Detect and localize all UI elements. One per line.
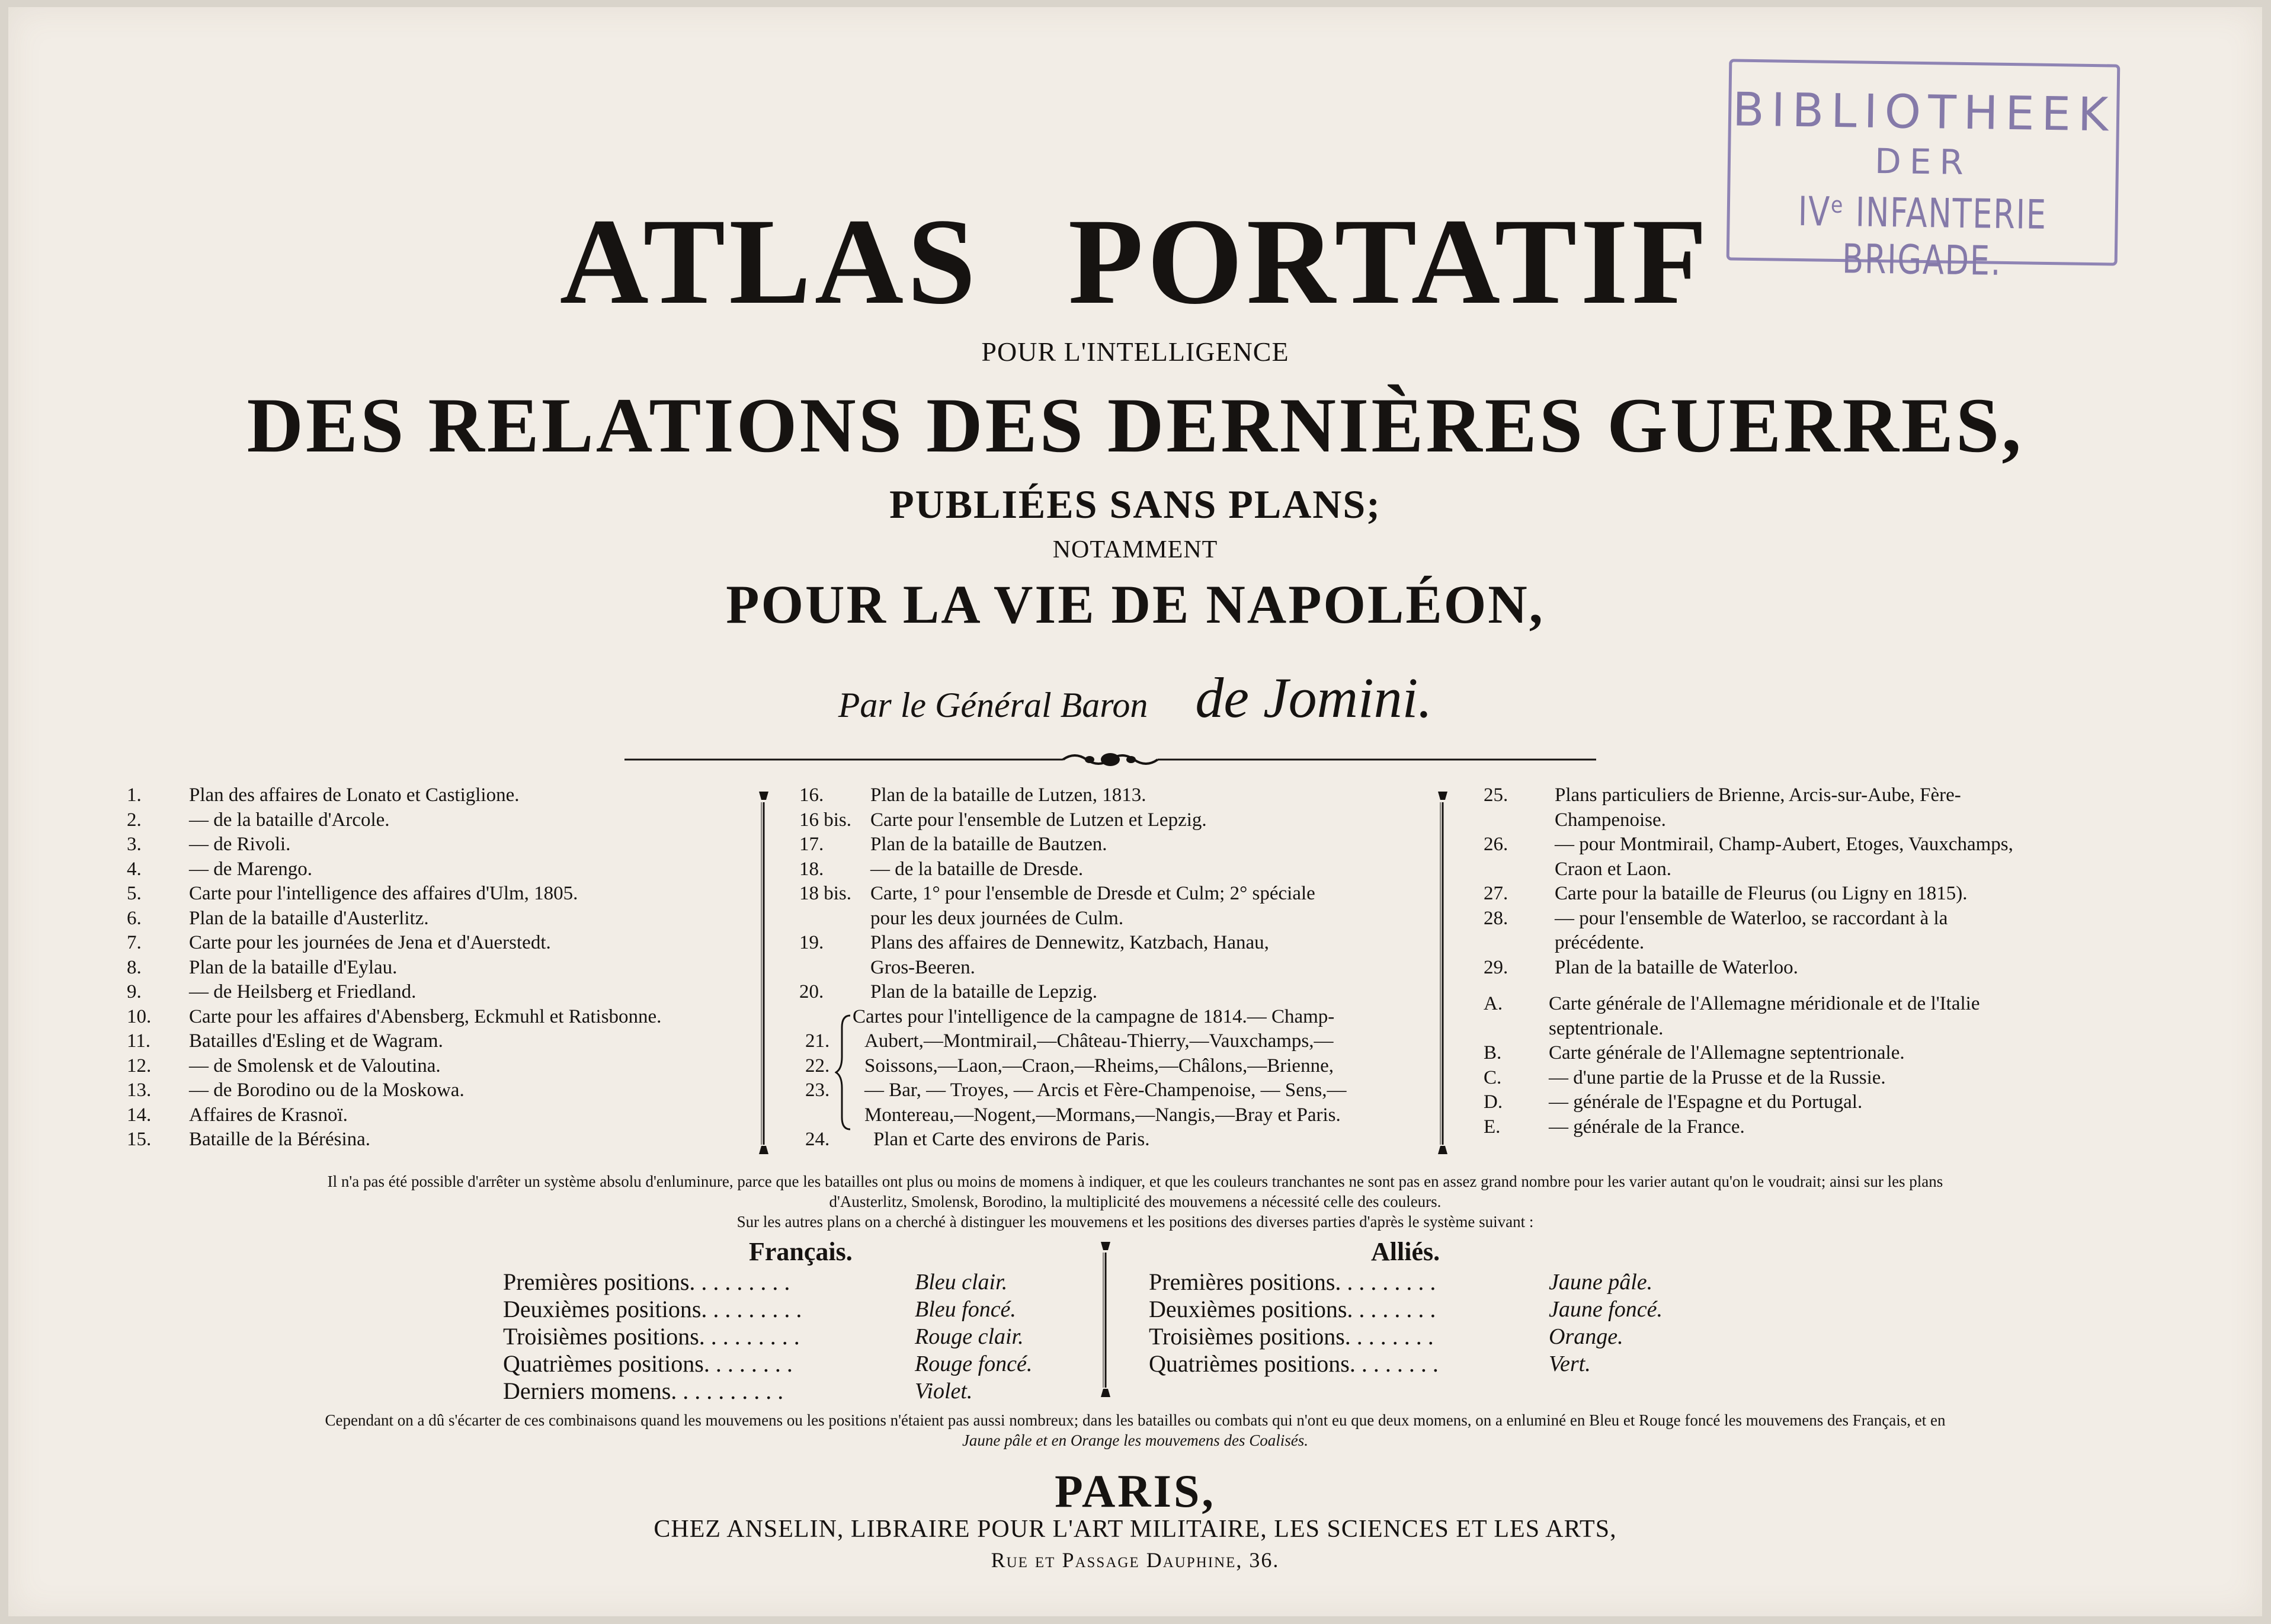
plate-number: B. (1484, 1042, 1502, 1064)
plate-title: Carte pour les journées de Jena et d'Auerstedt. (189, 932, 551, 953)
legend-position-label: Premières positions. . . . . . . . . (1149, 1269, 1436, 1295)
plate-title: — de Marengo. (189, 858, 313, 880)
note-line-3: Sur les autres plans on a cherché à distinguer les mouvemens et les positions des diverses parties d'après le système suivant : (736, 1213, 1534, 1231)
plate-number: 28. (1484, 907, 1508, 929)
plate-title: Carte pour l'intelligence des affaires d'Ulm, 1805. (189, 883, 578, 904)
plate-title: Batailles d'Esling et de Wagram. (189, 1030, 443, 1052)
plate-number: 29. (1484, 956, 1508, 978)
title-word-2: PORTATIF (1068, 193, 1711, 329)
plate-number: 26. (1484, 834, 1508, 855)
note2-line-2: Jaune pâle et en Orange les mouvemens des Coalisés. (962, 1431, 1309, 1449)
brace-21-23 (835, 1014, 853, 1133)
plate-title: Plan de la bataille de Lepzig. (870, 981, 1098, 1002)
plate-title: — de Borodino ou de la Moskowa. (189, 1080, 465, 1101)
legend-allies-title: Alliés. (1371, 1237, 1440, 1266)
plate-number: 7. (127, 932, 142, 953)
plate-title: Carte pour l'ensemble de Lutzen et Lepzig. (870, 809, 1207, 831)
imprint-address: Rue et Passage Dauphine, 36. (991, 1548, 1280, 1572)
subtitle-publiees: PUBLIÉES SANS PLANS; (889, 482, 1381, 527)
plate-title: Champenoise. (1555, 809, 1666, 831)
plate-title: — de Smolensk et de Valoutina. (189, 1055, 441, 1077)
legend-rule (1098, 1239, 1113, 1399)
legend-colour-value: Bleu foncé. (915, 1297, 1016, 1322)
plate-title: — de la bataille de Dresde. (870, 858, 1084, 880)
plate-number: 8. (127, 956, 142, 978)
plate-title: Carte pour la bataille de Fleurus (ou Ligny en 1815). (1555, 883, 1968, 904)
plate-number: 19. (799, 932, 824, 953)
subtitle-relations: DES RELATIONS DES DERNIÈRES GUERRES, (246, 382, 2024, 469)
plate-title: Plan des affaires de Lonato et Castiglione. (189, 784, 520, 806)
title-page (8, 7, 2262, 1616)
plate-number: 9. (127, 981, 142, 1002)
plate-title: Plan de la bataille d'Austerlitz. (189, 907, 429, 929)
title-word-1: ATLAS (559, 193, 979, 329)
legend-colour-value: Bleu clair. (915, 1270, 1008, 1295)
legend-position-label: Derniers momens. . . . . . . . . . (503, 1378, 784, 1404)
plate-number: D. (1484, 1091, 1503, 1113)
plate-title: Affaires de Krasnoï. (189, 1104, 348, 1126)
subtitle-napoleon: POUR LA VIE DE NAPOLÉON, (726, 574, 1545, 635)
legend-position-label: Troisièmes positions. . . . . . . . . (503, 1323, 800, 1350)
plate-list-line: — Bar, — Troyes, — Arcis et Fère-Champenoise, — Sens,— (864, 1080, 1347, 1101)
legend-colour-value: Vert. (1549, 1351, 1591, 1376)
plate-title: Plan de la bataille de Bautzen. (870, 834, 1107, 855)
plate-title: — de Heilsberg et Friedland. (189, 981, 417, 1002)
plate-title: Carte générale de l'Allemagne septentrionale. (1549, 1042, 1905, 1064)
main-title (8, 193, 2262, 329)
plate-list-line: Cartes pour l'intelligence de la campagne de 1814.— Champ- (853, 1005, 1335, 1027)
subtitle-intelligence: POUR L'INTELLIGENCE (981, 337, 1289, 367)
plate-title: Plans des affaires de Dennewitz, Katzbach, Hanau, (870, 932, 1269, 953)
legend-colour-value: Orange. (1549, 1324, 1623, 1349)
plate-number: 27. (1484, 883, 1508, 904)
plate-number: 11. (127, 1030, 151, 1052)
exception-note (8, 1410, 2262, 1450)
plate-number: 24. (805, 1129, 830, 1150)
plate-number: 3. (127, 834, 142, 855)
plate-list-line: Montereau,—Nogent,—Mormans,—Nangis,—Bray et Paris. (864, 1104, 1341, 1126)
plate-number: 25. (1484, 784, 1508, 806)
plate-title: septentrionale. (1549, 1017, 1664, 1039)
legend-position-label: Deuxièmes positions. . . . . . . . (1149, 1296, 1436, 1322)
plate-number: 14. (127, 1104, 152, 1126)
plate-number: 1. (127, 784, 142, 806)
plate-number: 2. (127, 809, 142, 831)
plate-title: Plan de la bataille de Lutzen, 1813. (870, 784, 1146, 806)
plate-number: 18 bis. (799, 883, 852, 904)
plate-title: Plan de la bataille de Waterloo. (1555, 956, 1798, 978)
legend-colour-value: Jaune pâle. (1549, 1270, 1653, 1295)
column-rule-left (757, 789, 771, 1157)
plate-number: 16 bis. (799, 809, 852, 831)
plate-list-line: Soissons,—Laon,—Craon,—Rheims,—Châlons,—Brienne, (864, 1055, 1334, 1077)
plate-title: Bataille de la Bérésina. (189, 1129, 371, 1150)
legend-position-label: Quatrièmes positions. . . . . . . . (503, 1350, 793, 1377)
legend-colour-value: Rouge clair. (915, 1324, 1024, 1349)
plate-number: 5. (127, 883, 142, 904)
subtitle-notamment: NOTAMMENT (1052, 536, 1218, 563)
note2-line-1: Cependant on a dû s'écarter de ces combinaisons quand les mouvemens ou les positions n'étaient pas aussi nombreux; dans les batailles ou combats qui n'ont eu que deux momens, on a enluminé en Bleu et Rouge foncé les mouvemens des Français, et en (325, 1411, 1946, 1429)
plate-number: 21. (805, 1030, 830, 1052)
imprint-publisher: CHEZ ANSELIN, LIBRAIRE POUR L'ART MILITAIRE, LES SCIENCES ET LES ARTS, (654, 1516, 1617, 1543)
plate-number: 15. (127, 1129, 152, 1150)
stamp-line-2: DER (1874, 140, 1972, 183)
plate-title: — générale de l'Espagne et du Portugal. (1549, 1091, 1863, 1113)
plate-title: Gros-Beeren. (870, 956, 975, 978)
plate-number: 12. (127, 1055, 152, 1077)
plate-title: Carte générale de l'Allemagne méridionale et de l'Italie (1549, 993, 1980, 1014)
author-line (8, 665, 2262, 731)
plate-number: 20. (799, 981, 824, 1002)
ornament-divider (624, 748, 1596, 771)
plate-title: — de Rivoli. (189, 834, 291, 855)
plate-title: — générale de la France. (1549, 1116, 1745, 1138)
plate-list-line: Aubert,—Montmirail,—Château-Thierry,—Vauxchamps,— (864, 1030, 1334, 1052)
plate-title: — pour l'ensemble de Waterloo, se raccordant à la (1555, 907, 1948, 929)
legend-position-label: Troisièmes positions. . . . . . . . (1149, 1323, 1434, 1350)
legend-position-label: Quatrièmes positions. . . . . . . . (1149, 1350, 1439, 1377)
stamp-line-3: IVᵉ INFANTERIE BRIGADE. (1798, 188, 2048, 285)
plate-title: — pour Montmirail, Champ-Aubert, Etoges, Vauxchamps, (1555, 834, 2013, 855)
plate-number: A. (1484, 993, 1503, 1014)
plate-title: Carte, 1° pour l'ensemble de Dresde et Culm; 2° spéciale (870, 883, 1315, 904)
author-prefix: Par le Général Baron (838, 686, 1148, 725)
plate-number: E. (1484, 1116, 1501, 1138)
legend-colour-value: Rouge foncé. (915, 1351, 1033, 1376)
plate-number: 6. (127, 907, 142, 929)
legend-colour-value: Jaune foncé. (1549, 1297, 1663, 1322)
imprint-city: PARIS, (1055, 1465, 1216, 1517)
plate-title: Plans particuliers de Brienne, Arcis-sur-Aube, Fère- (1555, 784, 1961, 806)
plate-title: — de la bataille d'Arcole. (189, 809, 390, 831)
note-line-2: d'Austerlitz, Smolensk, Borodino, la multiplicité des mouvemens a nécessité celle des couleurs. (829, 1193, 1442, 1210)
plate-title: Plan de la bataille d'Eylau. (189, 956, 398, 978)
colouring-note (8, 1171, 2262, 1232)
legend-francais-title: Français. (749, 1237, 853, 1266)
author-name: de Jomini. (1195, 666, 1433, 729)
legend-position-label: Premières positions. . . . . . . . . (503, 1269, 790, 1295)
plate-title: précédente. (1555, 932, 1645, 953)
plate-number: 16. (799, 784, 824, 806)
plate-number: 22. (805, 1055, 830, 1077)
plate-title: Craon et Laon. (1555, 858, 1672, 880)
plate-number: 10. (127, 1005, 152, 1027)
legend-colour-value: Violet. (915, 1379, 973, 1404)
plate-number: 13. (127, 1080, 152, 1101)
plate-title: — d'une partie de la Prusse et de la Russie. (1549, 1066, 1886, 1088)
plate-number: 23. (805, 1080, 830, 1101)
plate-number: C. (1484, 1066, 1502, 1088)
plate-number: 17. (799, 834, 824, 855)
stamp-line-1: BIBLIOTHEEK (1732, 83, 2116, 142)
plate-title: Carte pour les affaires d'Abensberg, Eckmuhl et Ratisbonne. (189, 1005, 662, 1027)
note-line-1: Il n'a pas été possible d'arrêter un système absolu d'enluminure, parce que les batailles ont plus ou moins de momens à indiquer, et que les couleurs tranchantes ne sont pas en assez grand nombre pour les varier autant qu'on le voudrait; ainsi sur les plans (327, 1173, 1943, 1190)
legend-position-label: Deuxièmes positions. . . . . . . . . (503, 1296, 802, 1322)
column-rule-right (1436, 789, 1450, 1157)
plate-number: 18. (799, 858, 824, 880)
plate-title: pour les deux journées de Culm. (870, 907, 1124, 929)
plate-title: Plan et Carte des environs de Paris. (873, 1129, 1150, 1150)
plate-number: 4. (127, 858, 142, 880)
